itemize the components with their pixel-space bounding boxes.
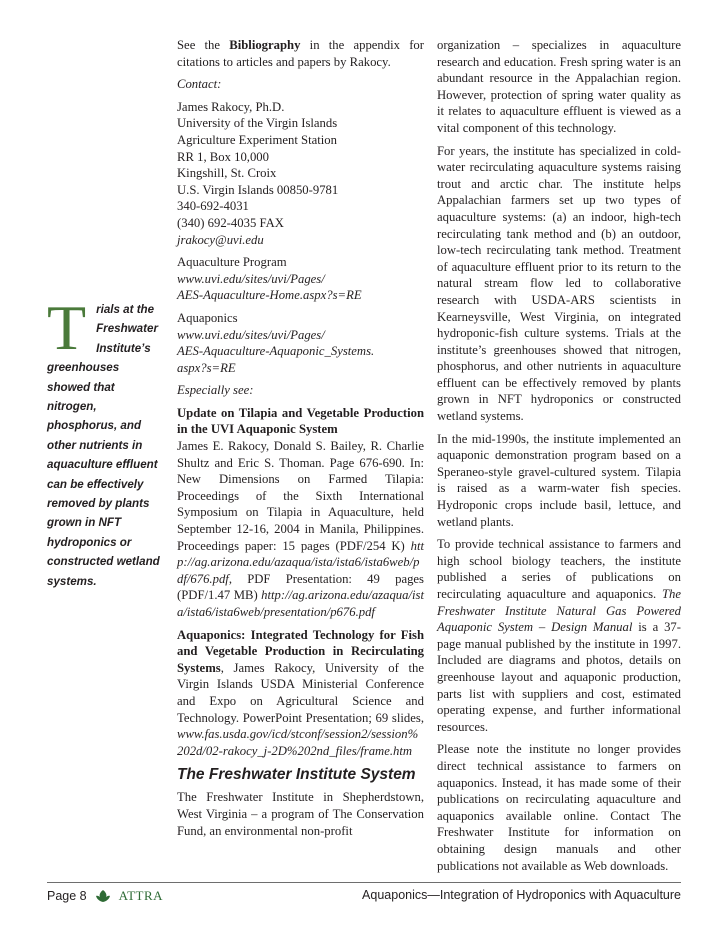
body-paragraph: In the mid-1990s, the institute implemented an aquaponic demonstration program based on a Speraneo-style gravel-cultured system. Tilapia is raised as a warm-water fish species. Hydroponic crops include basil, lettuce, and wetland plants. [437,431,681,529]
pull-quote [47,292,160,591]
program-aquaponics [177,310,424,376]
program-url[interactable]: AES-Aquaculture-Home.aspx?s=RE [177,288,362,303]
contact-line: 340-692-4031 [177,199,249,214]
body-paragraph: For years, the institute has specialized in cold-water recirculating aquaculture systems raising trout and arctic char. The institute helps Appalachian farmers set up two types of aquaculture systems: (a) an indoor, high-tech recirculating tank method and (b) an outdoor, low-tech recirculating tank method. Treatment of aquaculture effluent prior to its return to the natural stream flow led to collaborative research with USDA-ARS scientists in Kearneysville, West Virginia, on integrated hydroponic-fish culture systems. Trials at the institute’s greenhouses showed that nitrogen, phosphorus, and other nutrients in aquaculture effluent can be effectively removed by plants grown in NFT hydroponics or constructed wetland systems. [437,143,681,424]
reference-aquaponics: Aquaponics: Integrated Technology for Fish and Vegetable Production in Recirculating Systems, James Rakocy, University of the Virgin Islands USDA Ministerial Conference and Expo on Agricultural Science and Technology. PowerPoint Presentation; 69 slides, www.fas.usda.gov/icd/stconf/session2/session%202d/02-rakocy_j-2D%202nd_files/frame.htm [177,627,424,758]
footer-title: Aquaponics—Integration of Hydroponics with Aquaculture [362,888,681,902]
manual-title: The Freshwater Institute Natural Gas Powered Aquaponic System – Design Manual [437,587,681,635]
contact-block [177,99,424,248]
program-url[interactable]: www.uvi.edu/sites/uvi/Pages/ [177,271,325,286]
program-url[interactable]: www.uvi.edu/sites/uvi/Pages/ [177,327,325,342]
contact-line: James Rakocy, Ph.D. [177,99,285,114]
contact-line: University of the Virgin Islands [177,116,338,131]
body-paragraph: Please note the institute no longer provides direct technical assistance to farmers on aquaponics. Instead, it has made some of their publications on recirculating aquaculture and aquaponics available online. Contact The Freshwater Institute for information on obtaining design manuals and other publications not available as Web downloads. [437,742,681,873]
pull-quote-text: rials at the Freshwater Institute’s greenhouses showed that nitrogen, phosphorus, and other nutrients in aquaculture effluent can be effectively removed by plants grown in NFT hydroponics or constructed wetland systems. [47,303,160,588]
program-url[interactable]: aspx?s=RE [177,360,236,375]
contact-line: U.S. Virgin Islands 00850-9781 [177,182,339,197]
bibliography-note: See the Bibliography in the appendix for citations to articles and papers by Rakocy. [177,38,424,69]
reference-link[interactable]: http://ag.arizona.edu/azaqua/ista/ista6/ista6web/pdf/676.pdf [177,538,424,586]
reference-link[interactable]: www.fas.usda.gov/icd/stconf/session2/session%202d/02-rakocy_j-2D%202nd_files/frame.htm [177,727,419,758]
drop-cap: T [47,292,87,363]
program-name: Aquaculture Program [177,255,287,270]
footer-left [47,888,163,904]
especially-label: Especially see: [177,383,254,398]
body-paragraph: organization – specializes in aquaculture research and education. Fresh spring water is an abundant resource in the Appalachian region. However, protection of spring water quality as it relates to aquaculture effluent is viewed as a vital component of this technology. [437,38,681,135]
footer-rule [47,882,681,883]
column-right [437,37,681,880]
email-link[interactable]: jrakocy@uvi.edu [177,232,264,247]
program-url[interactable]: AES-Aquaculture-Aquaponic_Systems. [177,344,375,359]
contact-label: Contact: [177,77,222,92]
reference-tilapia: Update on Tilapia and Vegetable Production in the UVI Aquaponic System James E. Rakocy, Donald S. Bailey, R. Charlie Shultz and Eric S. Thoman. Page 676-690. In: New Dimensions on Farmed Tilapia: Proceedings of the Sixth International Symposium on Tilapia in Aquaculture, held September 12-16, 2004 in Manila, Philippines. Proceedings paper: 15 pages (PDF/254 K) http://ag.arizona.edu/azaqua/ista/ista6/ista6web/pdf/676.pdf, PDF Presentation: 49 pages (PDF/1.47 MB) http://ag.arizona.edu/azaqua/ista/ista6/ista6web/presentation/p676.pdf [177,405,424,619]
body-paragraph: The Freshwater Institute in Shepherdstown, West Virginia – a program of The Conservation Fund, an environmental non-profit [177,790,424,838]
attra-leaf-icon [95,889,111,903]
reference-title: Aquaponics: Integrated Technology for Fish and Vegetable Production in Recirculating Systems [177,627,424,675]
body-paragraph: To provide technical assistance to farmers and high school biology teachers, the institute published a series of publications on recirculating aquaculture and aquaponics. The Freshwater Institute Natural Gas Powered Aquaponic System – Design Manual is a 37-page manual published by the institute in 1997. Included are diagrams and photos, details on greenhouse layout and aquaponic production, parts list with suppliers and cost, estimated operating expense, and further informational resources. [437,537,681,734]
attra-logo: ATTRA [118,888,164,903]
program-name: Aquaponics [177,310,238,325]
reference-link[interactable]: http://ag.arizona.edu/azaqua/ista/ista6/ista6web/presentation/p676.pdf [177,588,424,619]
contact-line: (340) 692-4035 FAX [177,215,284,230]
section-heading: The Freshwater Institute System [177,766,416,784]
contact-line: RR 1, Box 10,000 [177,149,269,164]
reference-title: Update on Tilapia and Vegetable Production in the UVI Aquaponic System [177,405,424,437]
contact-line: Kingshill, St. Croix [177,166,277,181]
contact-line: Agriculture Experiment Station [177,132,337,147]
column-left [177,37,424,845]
program-aquaculture [177,254,424,304]
bibliography-term: Bibliography [229,38,301,52]
page-number: Page 8 [47,889,87,903]
